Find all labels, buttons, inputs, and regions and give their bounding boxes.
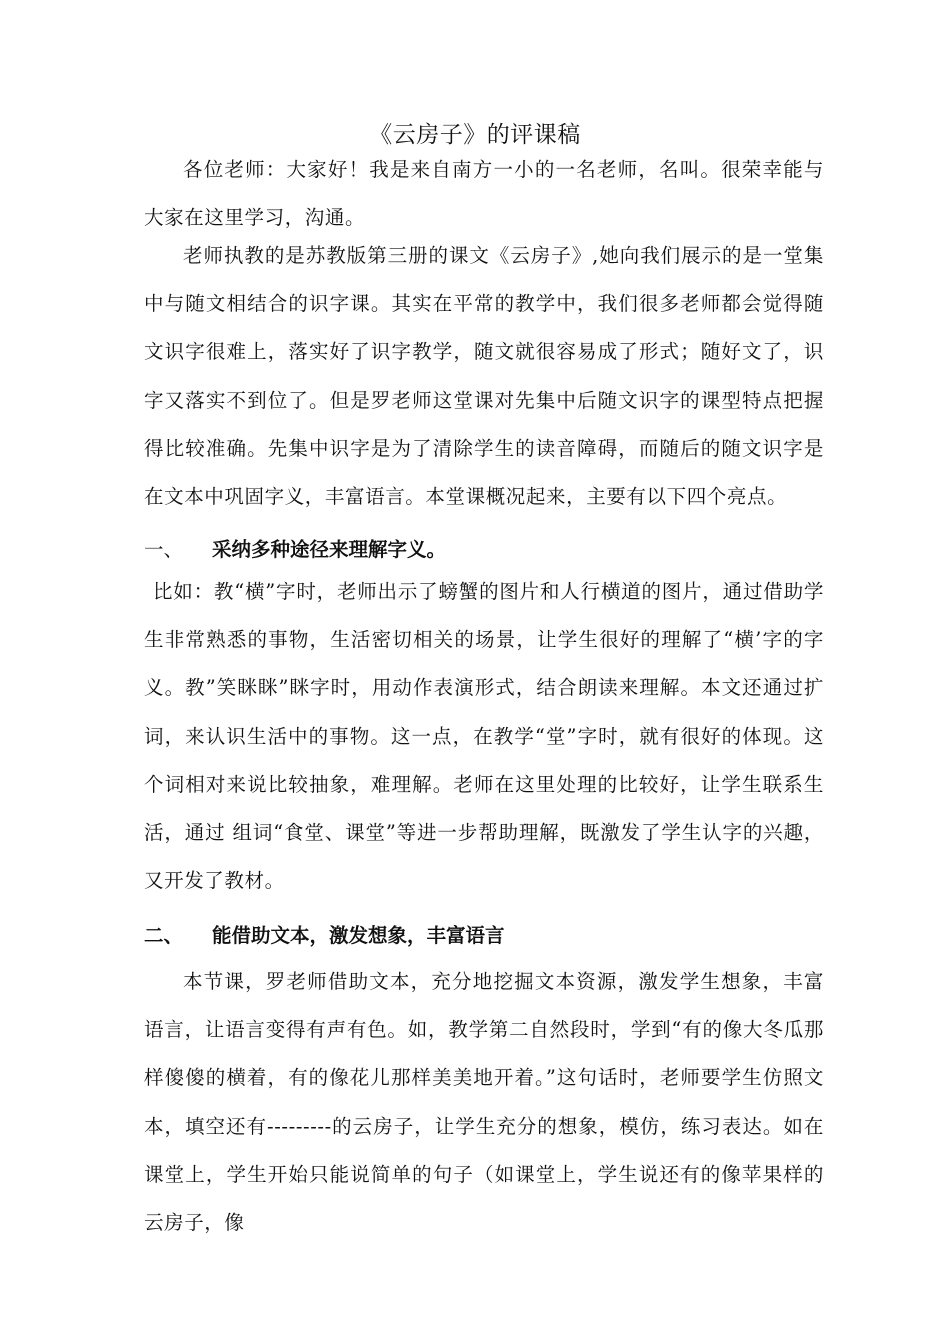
- paragraph-text: 比如：教“横”字时，老师出示了螃蟹的图片和人行横道的图片，通过借助学生非常熟悉的事物，生活密切相关的场景，让学生很好的理解了“横’字的字义。教”笑眯眯”眯字时，用动作表演形式，结合朗读来理解。本文还通过扩词，来认识生活中的事物。这一点，在教学“堂”字时，就有很好的体现。这个词相对来说比较抽象，难理解。老师在这里处理的比较好，让学生联系生活，通过 组词“食堂、课堂”等进一步帮助理解，既激发了学生认字的兴趣，又开发了教材。: [144, 580, 824, 893]
- paragraph-example-1: [144, 568, 824, 905]
- paragraph-text: 老师执教的是苏教版第三册的课文《云房子》,她向我们展示的是一堂集中与随文相结合的识字课。其实在平常的教学中，我们很多老师都会觉得随文识字很难上，落实好了识字教学，随文就很容易成了形式；随好文了，识字又落实不到位了。但是罗老师这堂课对先集中后随文识字的课型特点把握得比较准确。先集中识字是为了清除学生的读音障碍，而随后的随文识字是在文本中巩固字义，丰富语言。本堂课概况起来，主要有以下四个亮点。: [144, 244, 824, 509]
- paragraph-example-2: [144, 958, 824, 1247]
- paragraph-text: 各位老师：大家好！我是来自南方一小的一名老师，名叫。很荣幸能与大家在这里学习，沟通。: [144, 158, 824, 230]
- section-heading-text: 采纳多种途径来理解字义。: [212, 538, 447, 561]
- document-title: 《云房子》的评课稿: [369, 122, 581, 148]
- paragraph-greeting: [144, 146, 824, 242]
- section-number: 一、: [144, 538, 184, 561]
- paragraph-text: 本节课，罗老师借助文本，充分地挖掘文本资源，激发学生想象，丰富语言，让语言变得有声有色。如，教学第二自然段时，学到“有的像大冬瓜那样傻傻的横着，有的像花儿那样美美地开着。”这句话时，老师要学生仿照文本，填空还有---------的云房子，让学生充分的想象，模仿，练习表达。如在课堂上，学生开始只能说简单的句子（如课堂上，学生说还有的像苹果样的云房子，像: [144, 970, 824, 1235]
- section-heading-1: [144, 534, 824, 566]
- section-heading-2: [144, 920, 824, 952]
- paragraph-overview: [144, 232, 824, 521]
- section-number: 二、: [144, 924, 184, 947]
- section-heading-text: 能借助文本，激发想象，丰富语言: [212, 924, 505, 947]
